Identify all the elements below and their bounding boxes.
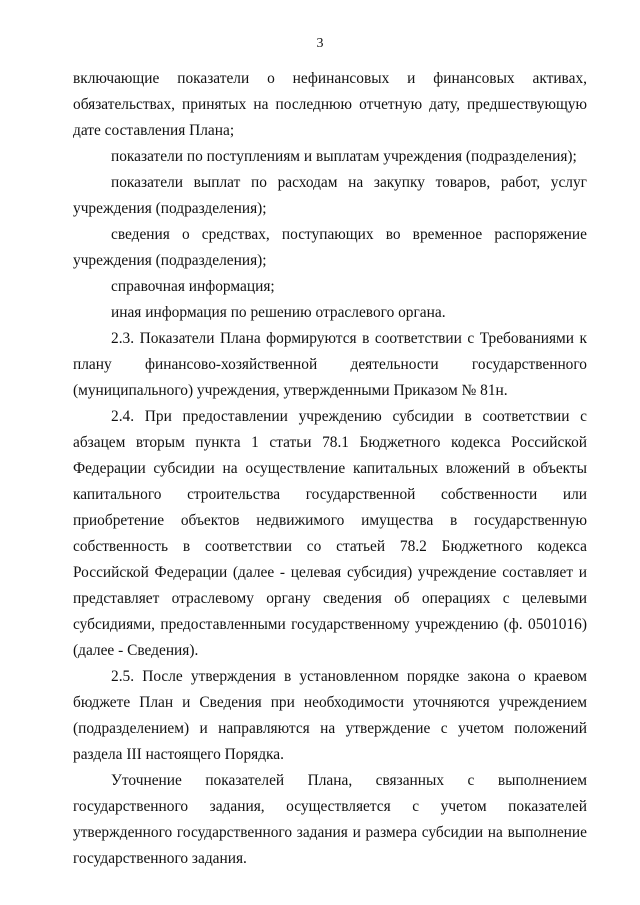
paragraph-2-3: 2.3. Показатели Плана формируются в соответствии с Требованиями к плану финансово-хозяйственной деятельности государственного (муниципального) учреждения, утвержденными Приказом № 81н.	[73, 330, 587, 399]
paragraph-2-4: 2.4. При предоставлении учреждению субсидии в соответствии с абзацем вторым пункта 1 статьи 78.1 Бюджетного кодекса Российской Федерации субсидии на осуществление капитальных вложений в объекты капитального строительства государственной собственности или приобретение объектов недвижимого имущества в государственную собственность в соответствии со статьей 78.2 Бюджетного кодекса Российской Федерации (далее - целевая субсидия) учреждение составляет и представляет отраслевому органу сведения об операциях с целевыми субсидиями, предоставленными государственному учреждению (ф. 0501016) (далее - Сведения).	[73, 408, 587, 659]
page-number: 3	[316, 36, 324, 51]
document-body	[73, 66, 587, 872]
paragraph-other-info: иная информация по решению отраслевого органа.	[111, 304, 446, 321]
paragraph-purchases: показатели выплат по расходам на закупку товаров, работ, услуг учреждения (подразделения);	[73, 174, 587, 217]
paragraph-2-5: 2.5. После утверждения в установленном порядке закона о краевом бюджете План и Сведения при необходимости уточняются учреждением (подразделением) и направляются на утверждение с учетом положений раздела III настоящего Порядка.	[73, 668, 587, 763]
paragraph-temporary-funds: сведения о средствах, поступающих во временное распоряжение учреждения (подразделения);	[73, 226, 587, 269]
paragraph-receipts: показатели по поступлениям и выплатам учреждения (подразделения);	[111, 148, 577, 165]
paragraph-reference-info: справочная информация;	[111, 278, 275, 295]
paragraph-assets: включающие показатели о нефинансовых и финансовых активах, обязательствах, принятых на последнюю отчетную дату, предшествующую дате составления Плана;	[73, 70, 587, 139]
paragraph-clarification: Уточнение показателей Плана, связанных с выполнением государственного задания, осуществляется с учетом показателей утвержденного государственного задания и размера субсидии на выполнение государственного задания.	[73, 772, 587, 867]
